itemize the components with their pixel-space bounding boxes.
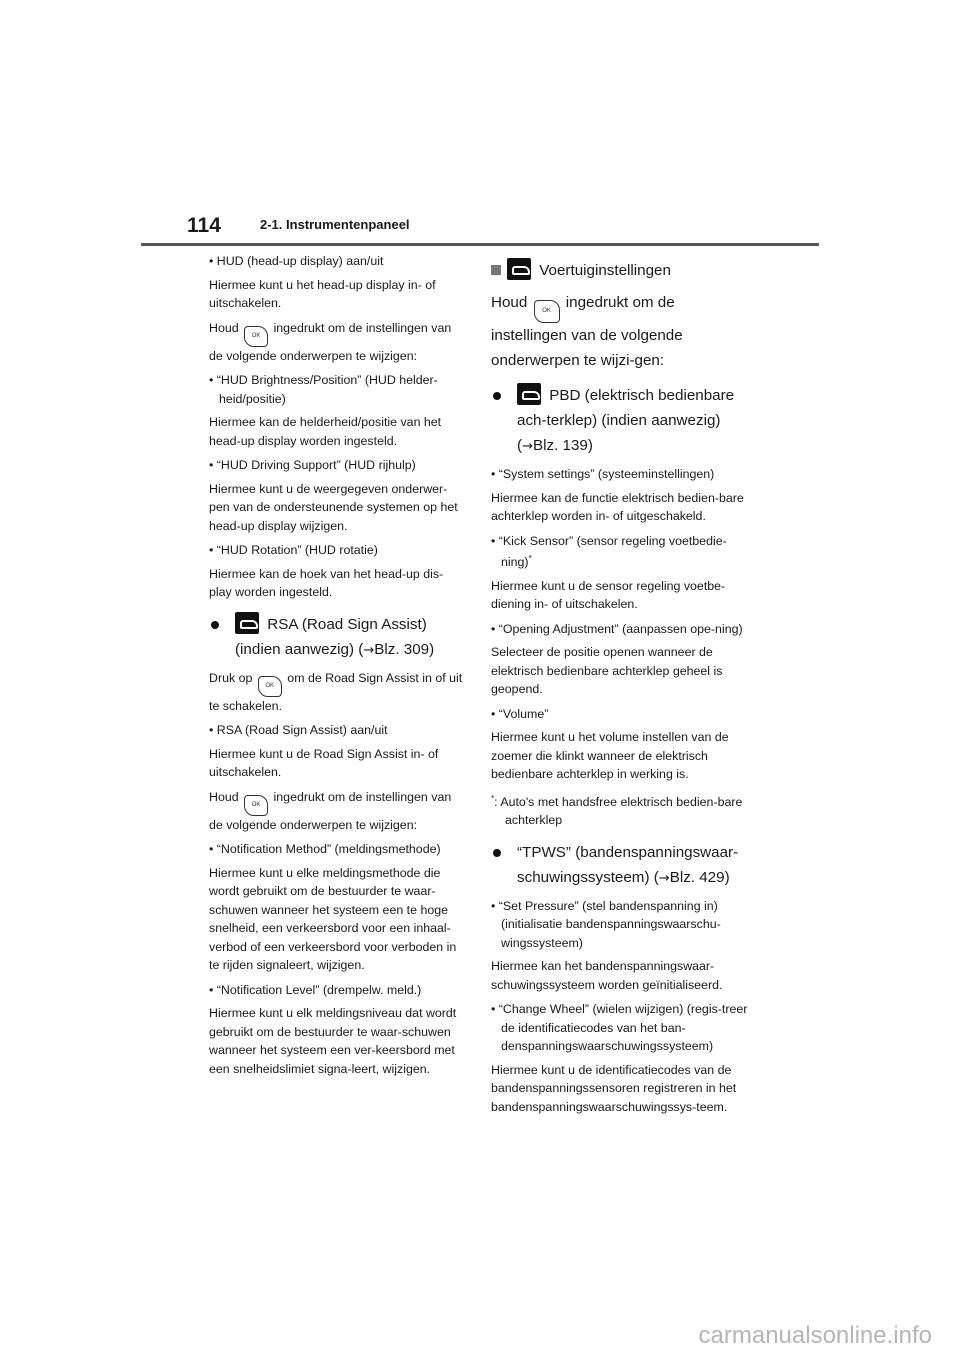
hold-instruction-right: Houd OK ingedrukt om de instellingen van de volgende onderwerpen te wijzi-gen: [491,294,683,369]
bullet-set-pressure: • “Set Pressure” (stel bandenspanning in) (initialisatie bandenspanningswaarschu-wingssysteem) [491,897,749,953]
ok-button-icon: OK [534,300,560,323]
right-column [491,252,749,1122]
para-driving: Hiermee kunt u de weergegeven onderwer-pen van de ondersteunende systemen op het head-up display wijzigen. [209,481,458,533]
bullet-hud: • HUD (head-up display) aan/uit [209,252,464,271]
watermark: carmanualsonline.info [698,1322,932,1349]
tpws-page-ref[interactable]: Blz. 429) [669,868,730,886]
pbd-page-ref[interactable]: Blz. 139) [532,437,593,454]
hold-instruction-2: Houd OK ingedrukt om de instellingen van de volgende onderwerpen te wijzigen: [209,789,452,832]
bullet-volume: • “Volume” [491,705,749,724]
tailgate-icon [517,383,541,405]
bullet-opening: • “Opening Adjustment” (aanpassen ope-ning) [491,620,749,639]
pbd-heading: PBD (elektrisch bedienbare ach-terklep) (indien aanwezig) (→Blz. 139) [491,383,749,459]
para-brightness: Hiermee kan de helderheid/positie van het head-up display worden ingesteld. [209,415,442,448]
para-rsa: Hiermee kunt u de Road Sign Assist in- of uitschakelen. [209,746,439,779]
left-column [209,252,464,1084]
press-instruction: Druk op OK om de Road Sign Assist in of uit te schakelen. [209,670,463,713]
footnote: *: Auto's met handsfree elektrisch bedien-bare achterklep [491,793,743,828]
bullet-driving: • “HUD Driving Support” (HUD rijhulp) [209,456,464,475]
bullet-change-wheel: • “Change Wheel” (wielen wijzigen) (regis-treer de identificatiecodes van het ban-denspanningswaarschuwingssysteem) [491,1000,749,1056]
para-system: Hiermee kan de functie elektrisch bedien-bare achterklep worden in- of uitgeschakeld. [491,490,744,523]
bullet-rsa: • RSA (Road Sign Assist) aan/uit [209,721,464,740]
para-change-wheel: Hiermee kunt u de identificatiecodes van de bandenspanningssensoren registreren in het bandenspanningswaarschuwingssys-teem. [491,1062,737,1114]
bullet-brightness: • “HUD Brightness/Position” (HUD helder-heid/positie) [209,371,464,408]
bullet-system: • “System settings” (systeeminstellingen) [491,465,749,484]
tpws-heading: “TPWS” (bandenspanningswaar-schuwingssysteem) (→Blz. 429) [491,840,749,891]
ok-button-icon: OK [258,676,282,697]
para-kick: Hiermee kunt u de sensor regeling voetbe-diening in- of uitschakelen. [491,578,726,612]
bullet-rotation: • “HUD Rotation” (HUD rotatie) [209,541,464,560]
para-volume: Hiermee kunt u het volume instellen van de zoemer die klinkt wanneer de elektrisch bedienbare achterklep in werking is. [491,730,729,782]
para-level: Hiermee kunt u elk meldingsniveau dat wordt gebruikt om de bestuurder te waar-schuwen wanneer het systeem een ver-keersbord met een snelheidslimiet signa-leert, wijzigen. [209,1006,457,1076]
para-method: Hiermee kunt u elke meldingsmethode die wordt gebruikt om de bestuurder te waar-schuwen wanneer het systeem een te hoge snelheid, een verkeersbord voor een inhaal-verbod of een verkeersbord voor verboden in te rijden signaleert, wijzigen. [209,865,457,972]
bullet-kick: • “Kick Sensor” (sensor regeling voetbedie-ning)* [491,532,749,572]
para-set-pressure: Hiermee kan het bandenspanningswaar-schuwingssysteem worden geïnitialiseerd. [491,959,723,992]
rsa-page-ref[interactable]: Blz. 309) [374,640,435,658]
header-rule [141,243,819,246]
rsa-heading: RSA (Road Sign Assist) (indien aanwezig) (→Blz. 309) [209,612,464,663]
bullet-method: • “Notification Method” (meldingsmethode) [209,840,464,859]
ok-button-icon: OK [244,326,268,347]
para-rotation: Hiermee kan de hoek van het head-up dis-play worden ingesteld. [209,566,444,599]
page-number: 114 [187,214,221,237]
bullet-level: • “Notification Level” (drempelw. meld.) [209,981,464,1000]
para-opening: Selecteer de positie openen wanneer de elektrisch bedienbare achterklep geheel is geopend. [491,645,723,697]
ok-button-icon: OK [244,795,268,816]
vehicle-settings-icon [507,258,531,280]
section-title: 2-1. Instrumentenpaneel [260,217,410,232]
hold-instruction: Houd OK ingedrukt om de instellingen van de volgende onderwerpen te wijzigen: [209,320,452,363]
road-sign-icon [235,612,259,634]
vehicle-settings-heading: Voertuiginstellingen [491,258,749,283]
para-hud: Hiermee kunt u het head-up display in- of uitschakelen. [209,277,436,310]
square-bullet-icon [491,265,501,275]
